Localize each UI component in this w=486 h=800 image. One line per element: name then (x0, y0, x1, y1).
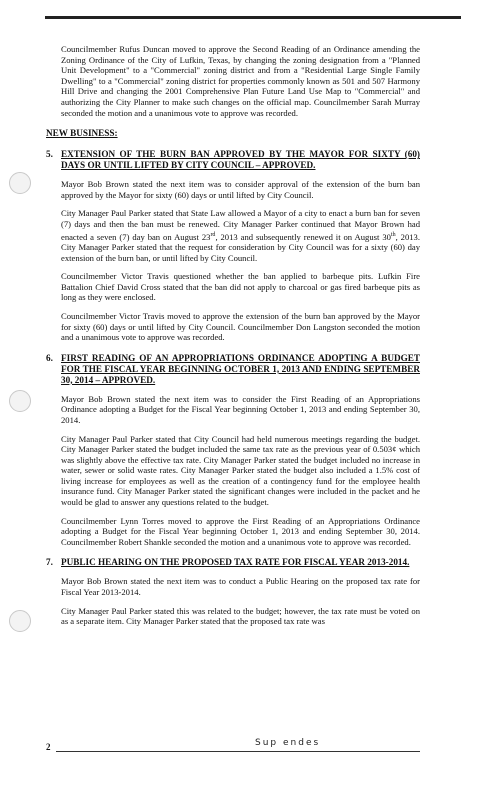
page-footer (46, 738, 420, 754)
agenda-item-7 (46, 557, 420, 568)
binder-hole-bottom (9, 610, 31, 632)
paragraph-zoning-motion: Councilmember Rufus Duncan moved to approve the Second Reading of an Ordinance amending the Zoning Ordinance of the City of Lufkin, Texas, by changing the zoning designation from a "Planned Unit Development" to a "Commercial" zoning district and from a "Residential Large Single Family Dwelling" to a "Commercial" zoning district for properties commonly known as 501 and 507 Harmony Hill Drive and changing the 2001 Comprehensive Plan Future Land Use Map to "Commercial" and authorizing the City Planner to make such changes on the official map. Councilmember Sarah Murray seconded the motion and a unanimous vote to approve was recorded. (61, 44, 420, 118)
agenda-item-5 (46, 149, 420, 171)
binder-hole-top (9, 172, 31, 194)
paragraph-budget-details: City Manager Paul Parker stated that City Council had held numerous meetings regarding the budget. City Manager Parker stated the budget included the same tax rate as the previous year of 0.503¢ which was slightly above the effective tax rate. City Manager Parker stated the budget included no increase in water, sewer or solid waste rates. City Manager Parker stated the budget also included a 1.5% cost of living increase for employees as well as the creation of a contingency fund for the employee health insurance fund. City Manager Parker stated the significant changes were included in the packet and he would be glad to answer any questions related to the budget. (61, 433, 420, 508)
footer-rule (56, 751, 420, 752)
paragraph-tax-rate: City Manager Paul Parker stated this was related to the budget; however, the tax rate must be voted on as a separate item. City Manager Parker stated that the proposed tax rate was (61, 605, 420, 627)
top-rule (45, 16, 461, 19)
paragraph-burn-ban-state-law: City Manager Paul Parker stated that State Law allowed a Mayor of a city to enact a burn ban for seven (7) days and then the ban must be renewed. City Manager Parker continued that Mayor Brown had enacted a seven (7) day ban on August 23rd, 2013 and subsequently renewed it on August 30th, 2013. City Manager Parker stated that the request for consideration by City Council was for a sixty (60) day extension of the burn ban, or until lifted by City Council. (61, 208, 421, 263)
paragraph-barbeque-question: Councilmember Victor Travis questioned whether the ban applied to barbeque pits. Lufkin Fire Battalion Chief David Cross stated that the ban did not apply to charcoal or gas fired barbeque pits as long as they were enclosed. (61, 271, 420, 303)
item-number: 7. (46, 557, 53, 568)
agenda-item-6 (46, 353, 420, 386)
paragraph-burn-ban-intro: Mayor Bob Brown stated the next item was to consider approval of the extension of the burn ban approved by the Mayor for sixty (60) days or until lifted by City Council. (61, 179, 420, 200)
item-number: 5. (46, 149, 53, 160)
paragraph-burn-ban-motion: Councilmember Victor Travis moved to approve the extension of the burn ban approved by the Mayor for sixty (60) days or until lifted by City Council. Councilmember Don Langston seconded the motion and a unanimous vote to approve was recorded. (61, 310, 420, 343)
item-number: 6. (46, 352, 53, 363)
paragraph-budget-intro: Mayor Bob Brown stated the next item was to consider the First Reading of an Appropriations Ordinance adopting a Budget for the Fiscal Year beginning October 1, 2013 and ending September 30, 2014. (61, 393, 420, 425)
item-title: EXTENSION OF THE BURN BAN APPROVED BY THE MAYOR FOR SIXTY (60) DAYS OR UNTIL LIFTED BY CITY COUNCIL – APPROVED. (61, 149, 420, 171)
minutes-content (46, 44, 420, 627)
section-heading-new-business: NEW BUSINESS: (46, 128, 118, 139)
signature-initials: Sup endes (252, 738, 323, 748)
item-title: PUBLIC HEARING ON THE PROPOSED TAX RATE FOR FISCAL YEAR 2013-2014. (61, 557, 410, 568)
page-number: 2 (46, 742, 51, 752)
item-title: FIRST READING OF AN APPROPRIATIONS ORDINANCE ADOPTING A BUDGET FOR THE FISCAL YEAR BEGINNING OCTOBER 1, 2013 AND ENDING SEPTEMBER 30, 2014 – APPROVED. (61, 352, 420, 385)
paragraph-budget-motion: Councilmember Lynn Torres moved to approve the First Reading of an Appropriations Ordinance adopting a Budget for the Fiscal Year beginning October 1, 2013 and ending September 30, 2014. Councilmember Robert Shankle seconded the motion and a unanimous vote to approve was recorded. (61, 515, 420, 547)
binder-hole-middle (9, 390, 31, 412)
paragraph-tax-hearing-intro: Mayor Bob Brown stated the next item was to conduct a Public Hearing on the proposed tax rate for Fiscal Year 2013-2014. (61, 576, 420, 598)
